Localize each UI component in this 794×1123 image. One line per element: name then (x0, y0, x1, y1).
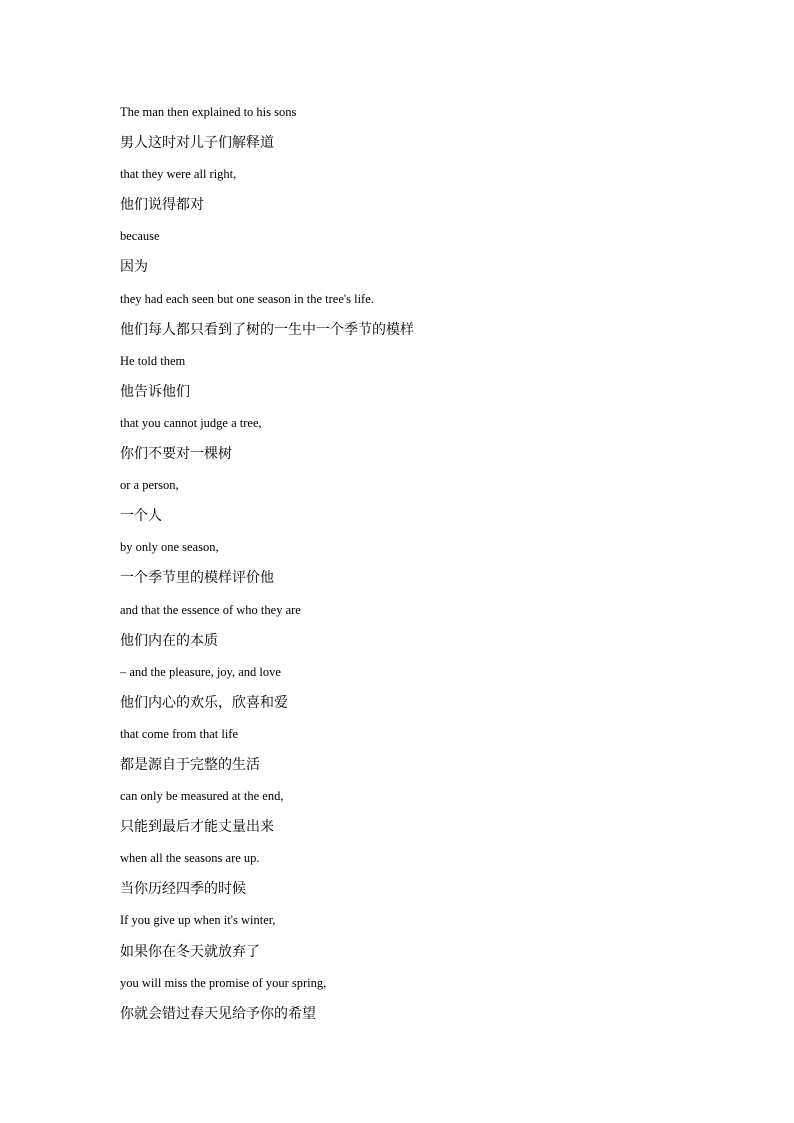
chinese-text-line: 他们内在的本质 (120, 632, 218, 649)
english-text-line: when all the seasons are up. (120, 851, 260, 866)
chinese-text-line: 他告诉他们 (120, 383, 190, 400)
chinese-text-line: 一个季节里的模样评价他 (120, 570, 274, 587)
chinese-text-line: 只能到最后才能丈量出来 (120, 819, 274, 836)
bilingual-text-body (120, 100, 720, 1033)
english-text-line: that they were all right, (120, 167, 237, 182)
chinese-text-line: 他们每人都只看到了树的一生中一个季节的模样 (120, 321, 414, 338)
english-text-line: by only one season, (120, 540, 219, 555)
chinese-text-line: 都是源自于完整的生活 (120, 756, 260, 773)
english-text-line: The man then explained to his sons (120, 105, 297, 119)
chinese-text-line: 你们不要对一棵树 (120, 446, 232, 463)
chinese-text-line: 当你历经四季的时候 (120, 881, 246, 898)
english-text-line: that you cannot judge a tree, (120, 415, 262, 430)
english-text-line: can only be measured at the end, (120, 789, 284, 804)
english-text-line: – and the pleasure, joy, and love (120, 664, 281, 679)
chinese-text-line: 一个人 (120, 508, 162, 525)
chinese-text-line: 他们内心的欢乐，欣喜和爱 (120, 694, 288, 711)
chinese-text-line: 如果你在冬天就放弃了 (120, 943, 260, 960)
english-text-line: If you give up when it's winter, (120, 913, 276, 928)
english-text-line: and that the essence of who they are (120, 602, 301, 617)
english-text-line: or a person, (120, 478, 179, 493)
chinese-text-line: 你就会错过春天见给予你的希望 (120, 1005, 316, 1022)
english-text-line: you will miss the promise of your spring, (120, 975, 327, 990)
english-text-line: that come from that life (120, 726, 239, 741)
chinese-text-line: 男人这时对儿子们解释道 (120, 135, 274, 152)
english-text-line: because (120, 229, 160, 244)
chinese-text-line: 他们说得都对 (120, 197, 204, 214)
english-text-line: they had each seen but one season in the tree's life. (120, 291, 374, 306)
chinese-text-line: 因为 (120, 259, 148, 276)
english-text-line: He told them (120, 353, 186, 368)
